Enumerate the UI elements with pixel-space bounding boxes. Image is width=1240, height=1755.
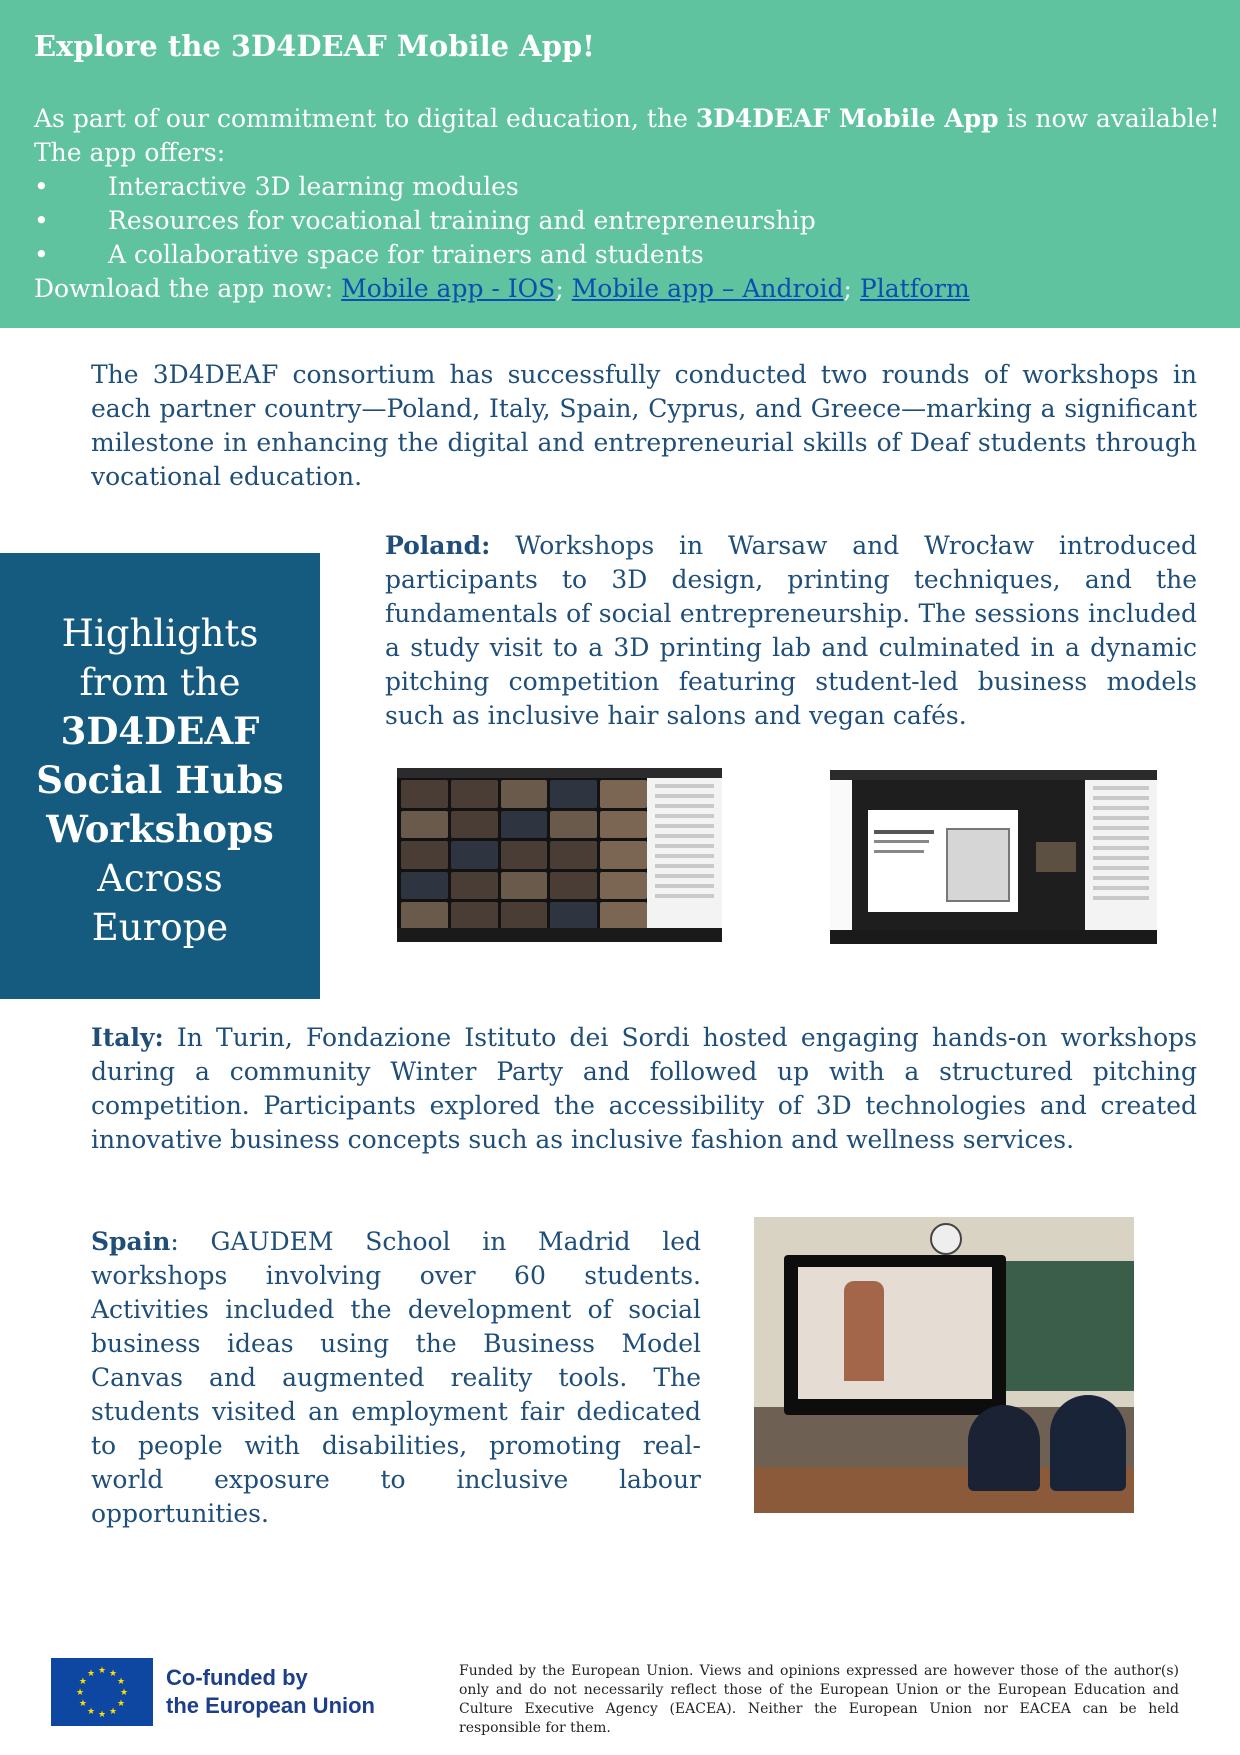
star-icon: ★ [97,1666,107,1676]
italy-paragraph: Italy: In Turin, Fondazione Istituto dei Sordi hosted engaging hands-on workshops during a community Winter Party and followed up with a structured pitching competition. Participants explored the accessibility of 3D technologies and created innovative business concepts such as inclusive fashion and wellness services. [91,1023,1197,1154]
android-app-link[interactable]: Mobile app – Android [571,274,844,303]
banner-body [34,102,1224,306]
poland-label: Poland: [385,531,491,560]
highlight-bold-line: Workshops [46,806,274,851]
offers-label: The app offers: [34,138,226,167]
banner-intro: As part of our commitment to digital education, the 3D4DEAF Mobile App is now available! [34,104,1220,133]
star-icon: ★ [86,1707,96,1718]
list-item: • Resources for vocational training and entrepreneurship [34,204,1224,238]
bullet-icon: • [34,206,49,235]
list-item: • Interactive 3D learning modules [34,170,1224,204]
star-icon: ★ [75,1688,85,1698]
eu-flag-icon [51,1658,153,1726]
banner-title: Explore the 3D4DEAF Mobile App! [34,29,595,63]
highlights-box [0,553,320,999]
highlight-line: Across [97,856,223,900]
highlight-bold-line: Social Hubs [36,757,284,802]
poland-paragraph: Poland: Workshops in Warsaw and Wrocław introduced participants to 3D design, printing techniques, and the fundamentals of social entrepreneurship. The sessions included a study visit to a 3D printing lab and culminated in a dynamic pitching competition featuring student-led business models such as inclusive hair salons and vegan cafés. [385,531,1197,730]
app-banner [0,0,1240,328]
star-icon: ★ [108,1707,118,1718]
co-funded-logo-text [166,1664,375,1720]
star-icon: ★ [119,1688,129,1698]
spain-label: Spain [91,1227,171,1256]
intro-paragraph: The 3D4DEAF consortium has successfully conducted two rounds of workshops in each partner country—Poland, Italy, Spain, Cyprus, and Greece—marking a significant milestone in enhancing the digital and entrepreneurial skills of Deaf students through vocational education. [91,360,1197,491]
highlight-line: Highlights [61,611,259,655]
app-name: 3D4DEAF Mobile App [695,104,999,133]
bullet-icon: • [34,240,49,269]
star-icon: ★ [117,1699,126,1709]
platform-link[interactable]: Platform [859,274,970,303]
ios-app-link[interactable]: Mobile app - IOS [341,274,556,303]
spain-paragraph: Spain: GAUDEM School in Madrid led workshops involving over 60 students. Activities included the development of social business ideas using the Business Model Canvas and augmented reality tools. The students visited an employment fair dedicated to people with disabilities, promoting real-world exposure to inclusive labour opportunities. [91,1227,701,1528]
cofund-line: the European Union [166,1693,375,1718]
offers-list [34,170,1224,272]
star-icon: ★ [117,1677,126,1687]
italy-label: Italy: [91,1023,164,1052]
highlight-line: Europe [91,905,229,949]
star-icon: ★ [78,1699,87,1709]
highlight-line: from the [79,660,241,704]
bullet-icon: • [34,172,49,201]
download-line: Download the app now: Mobile app - IOS; Mobile app – Android; Platform [34,274,970,303]
star-icon: ★ [78,1677,87,1687]
classroom-photo [754,1217,1134,1513]
video-call-screenshot [397,768,722,942]
star-icon: ★ [108,1668,118,1679]
list-item: • A collaborative space for trainers and students [34,238,1224,272]
star-icon: ★ [86,1668,96,1679]
clock-icon [930,1223,962,1255]
cofund-line: Co-funded by [166,1665,308,1690]
star-icon: ★ [97,1710,107,1720]
highlight-bold-line: 3D4DEAF [60,708,260,753]
presentation-screenshot [830,770,1157,944]
funding-disclaimer: Funded by the European Union. Views and opinions expressed are however those of the author(s) only and do not necessarily reflect those of the European Union or the European Education and Culture Executive Agency (EACEA). Neither the European Union nor EACEA can be held responsible for them. [459,1663,1179,1736]
